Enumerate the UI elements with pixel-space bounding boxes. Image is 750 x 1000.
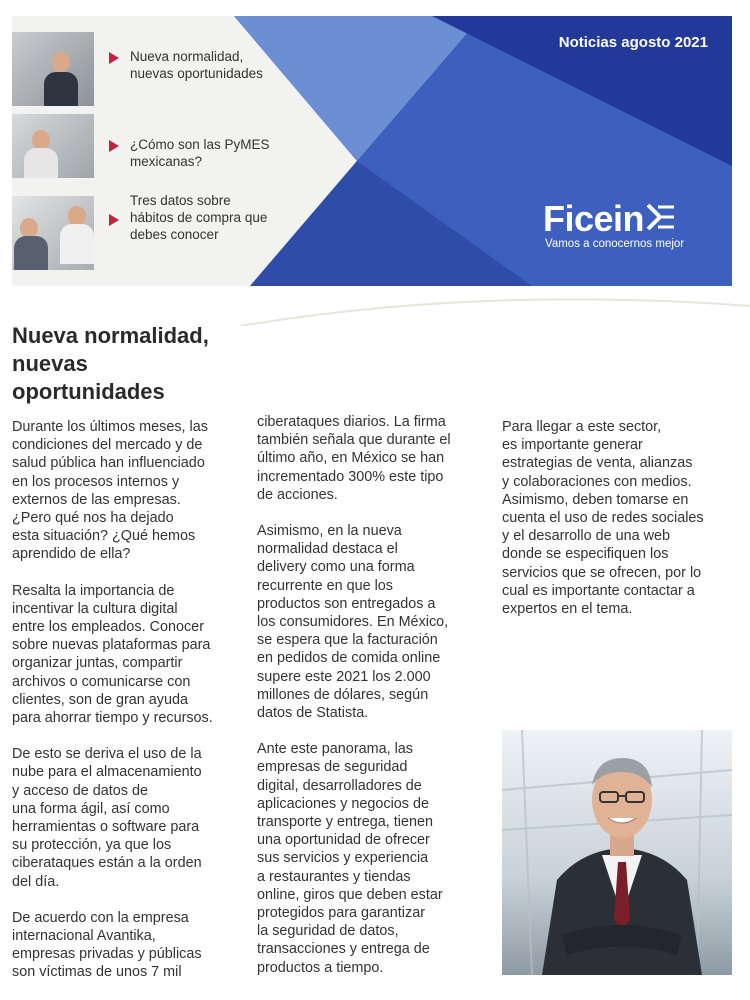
toc-item-pymes[interactable] [12,114,302,190]
toc-arrow-icon [109,140,119,152]
toc-item-habitos-compra[interactable] [12,193,302,272]
toc-thumbnail [12,32,94,106]
brand-tagline: Vamos a conocernos mejor [545,238,685,250]
toc-label: Nueva normalidad, nuevas oportunidades [130,49,263,81]
paragraph: Asimismo, en la nueva normalidad destaca el delivery como una forma recurrente en que los productos son entregados a los consumidores. En México, se espera que la facturación en pedidos de comida online supere este 2021 los 2.000 millones de dólares, según datos de Statista. [257,523,449,722]
toc-arrow-icon [109,52,119,64]
paragraph: De acuerdo con la empresa internacional Avantika, empresas privadas y públicas son víctimas de unos 7 mil [12,909,202,981]
brand-mark-icon [646,203,676,236]
businessman-photo [502,730,732,975]
toc-thumbnail [12,114,94,178]
article-title: Nueva normalidad, nuevas oportunidades [12,323,209,404]
paragraph: De esto se deriva el uso de la nube para el almacenamiento y acceso de datos de una forma ágil, así como herramientas o software para su protección, ya que los ciberataques están a la orden del día. [12,746,202,890]
brand-logo [543,198,713,250]
paragraph: Ante este panorama, las empresas de seguridad digital, desarrolladores de aplicaciones y negocios de transporte y entrega, tienen una oportunidad de ofrecer sus servicios y experiencia a restaurantes y tiendas online, giros que deben estar protegidos para garantizar la seguridad de datos, transacciones y entrega de productos a tiempo. [257,741,443,976]
toc-label: ¿Cómo son las PyMES mexicanas? [130,137,270,169]
paragraph: ciberataques diarios. La firma también señala que durante el último año, en México se han incrementado 300% este tipo de acciones. [257,414,451,503]
brand-name: Ficein [543,198,645,239]
article-column-2 [257,413,489,995]
article-column-1 [12,418,244,1000]
toc-arrow-icon [109,214,119,226]
businessman-illustration [502,730,732,975]
article-column-3 [502,418,734,636]
paragraph: Para llegar a este sector, es importante generar estrategias de venta, alianzas y colaboraciones con medios. Asimismo, deben tomarse en cuenta el uso de redes sociales y el desarrollo de una web donde se especifiquen los servicios que se ofrecen, por lo cual es importante contactar a expertos en el tema. [502,419,704,618]
toc-thumbnail [12,196,94,270]
issue-title: Noticias agosto 2021 [558,34,708,51]
toc-label: Tres datos sobre hábitos de compra que debes conocer [130,193,268,242]
paragraph: Durante los últimos meses, las condiciones del mercado y de salud pública han influenciado en los procesos internos y externos de las empresas. ¿Pero qué nos ha dejado esta situación? ¿Qué hemos aprendido de ella? [12,419,208,563]
decorative-curve [0,286,750,326]
paragraph: Resalta la importancia de incentivar la cultura digital entre los empleados. Conocer sobre nuevas plataformas para organizar juntas, compartir archivos o comunicarse con clientes, son de gran ayuda para ahorrar tiempo y recursos. [12,582,213,727]
newsletter-header [12,16,732,286]
toc-item-nueva-normalidad[interactable] [12,32,302,108]
